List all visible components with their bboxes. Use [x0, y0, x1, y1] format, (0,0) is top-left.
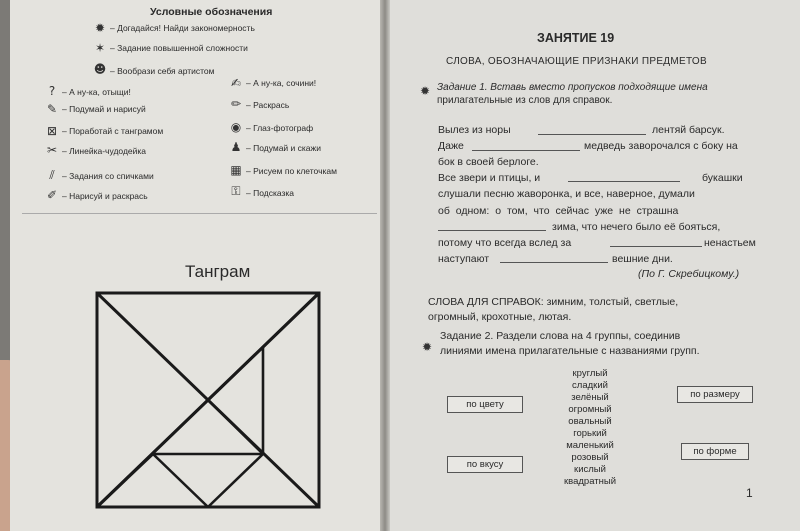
star-icon: ✶	[94, 41, 106, 55]
book-icon: ✍	[230, 76, 242, 90]
task1-line2: прилагательные из слов для справок.	[437, 95, 613, 106]
group-box-color[interactable]: по цвету	[447, 396, 523, 413]
tangram-title: Танграм	[185, 262, 251, 281]
answer-blank[interactable]	[500, 262, 608, 263]
answer-blank[interactable]	[472, 150, 580, 151]
task2-line2: линиями имена прилагательные с названиями групп.	[440, 345, 700, 357]
page-number: 1	[746, 486, 753, 500]
legend-label-color-draw: – Нарисуй и раскрась	[62, 191, 148, 201]
tangram-edge	[97, 454, 153, 507]
text-line: наступают	[438, 253, 490, 265]
text-line: Все звери и птицы, и	[438, 172, 541, 184]
ruler-icon: ✂	[46, 143, 58, 157]
tangram-icon: ⊠	[46, 124, 58, 138]
lightbulb-icon: ✹	[94, 21, 106, 35]
word-item[interactable]: квадратный	[563, 476, 616, 487]
lesson-subtitle: СЛОВА, ОБОЗНАЧАЮЩИЕ ПРИЗНАКИ ПРЕДМЕТОВ	[446, 56, 707, 67]
word-item[interactable]: овальный	[568, 416, 612, 427]
word-item[interactable]: горький	[573, 428, 607, 439]
legend-label-camera: – Глаз-фотограф	[246, 123, 314, 133]
legend-label-guess: – Догадайся! Найди закономерность	[110, 23, 255, 33]
group-box-size[interactable]: по размеру	[677, 386, 753, 403]
task1-line1: Задание 1. Вставь вместо пропусков подходящие имена	[437, 82, 708, 93]
legend-label-compose: – А ну-ка, сочини!	[246, 78, 317, 88]
tangram-edge	[208, 347, 263, 400]
lightbulb-icon: ✹	[419, 84, 431, 98]
lightbulb-icon: ✹	[421, 340, 433, 354]
tangram-figure	[92, 289, 324, 511]
answer-blank[interactable]	[610, 246, 702, 247]
word-item[interactable]: огромный	[568, 404, 612, 415]
legend-label-hard: – Задание повышенной сложности	[110, 43, 248, 53]
legend-label-color: – Раскрась	[246, 100, 290, 110]
legend-label-tangram: – Поработай с танграмом	[62, 126, 164, 136]
grid-icon: ▦	[230, 163, 242, 177]
tangram-edge	[208, 454, 263, 507]
legend-label-draw: – Подумай и нарисуй	[62, 104, 146, 114]
legend-label-artist: – Вообрази себя артистом	[110, 66, 215, 76]
reference-words-line2: огромный, крохотные, лютая.	[428, 311, 572, 323]
group-box-shape[interactable]: по форме	[681, 443, 749, 460]
task2-line1: Задание 2. Раздели слова на 4 группы, соединив	[440, 330, 681, 342]
mask-icon: ☻	[93, 62, 107, 76]
legend-label-sticks: – Задания со спичками	[62, 171, 154, 181]
camera-icon: ◉	[230, 120, 242, 134]
text-line: лентяй барсук.	[652, 124, 725, 136]
word-item[interactable]: сладкий	[572, 380, 608, 391]
key-icon: ⚿	[231, 184, 241, 198]
legend-title: Условные обозначения	[150, 6, 273, 18]
word-item[interactable]: розовый	[571, 452, 609, 463]
pencil-icon: ✎	[46, 102, 58, 116]
legend-label-find: – А ну-ка, отыщи!	[62, 87, 131, 97]
book-spine	[380, 0, 390, 531]
brush-icon: ✐	[46, 188, 58, 202]
text-line: медведь заворочался с боку на	[584, 140, 738, 152]
word-item[interactable]: кислый	[574, 464, 606, 475]
word-item[interactable]: маленький	[566, 440, 614, 451]
text-line: Вылез из норы	[438, 124, 511, 136]
text-line: слушали песню жаворонка, и все, наверное, думали	[438, 188, 695, 200]
answer-blank[interactable]	[438, 230, 546, 231]
speaker-icon: ♟	[230, 140, 242, 154]
tangram-edge	[208, 400, 263, 454]
text-line: потому что всегда вслед за	[438, 237, 572, 249]
reference-words-line1: СЛОВА ДЛЯ СПРАВОК: зимним, толстый, светлые,	[428, 296, 679, 308]
text-line: вешние дни.	[612, 253, 673, 265]
paint-icon: ✏	[230, 97, 242, 111]
answer-blank[interactable]	[568, 181, 680, 182]
text-line: бок в своей берлоге.	[438, 156, 539, 168]
legend-label-grid: – Рисуем по клеточкам	[246, 166, 337, 176]
legend-label-ruler: – Линейка-чудодейка	[62, 146, 147, 156]
answer-blank[interactable]	[538, 134, 646, 135]
word-item[interactable]: зелёный	[571, 392, 609, 403]
text-line: об одном: о том, что сейчас уже не страшна	[438, 205, 679, 217]
group-box-taste[interactable]: по вкусу	[447, 456, 523, 473]
word-item[interactable]: круглый	[572, 368, 608, 379]
text-line: букашки	[702, 172, 743, 184]
legend-label-hint: – Подсказка	[246, 188, 295, 198]
sticks-icon: ⫽	[49, 168, 55, 182]
text-line: зима, что нечего было её бояться,	[552, 221, 721, 233]
text-line: Даже	[438, 140, 464, 152]
text-line: ненастьем	[704, 237, 756, 249]
legend-label-say: – Подумай и скажи	[246, 143, 321, 153]
question-icon: ?	[48, 84, 56, 98]
source-attribution: (По Г. Скребицкому.)	[638, 268, 740, 280]
tangram-edge	[153, 454, 208, 507]
legend-divider	[22, 213, 377, 214]
lesson-title: ЗАНЯТИЕ 19	[537, 31, 615, 45]
